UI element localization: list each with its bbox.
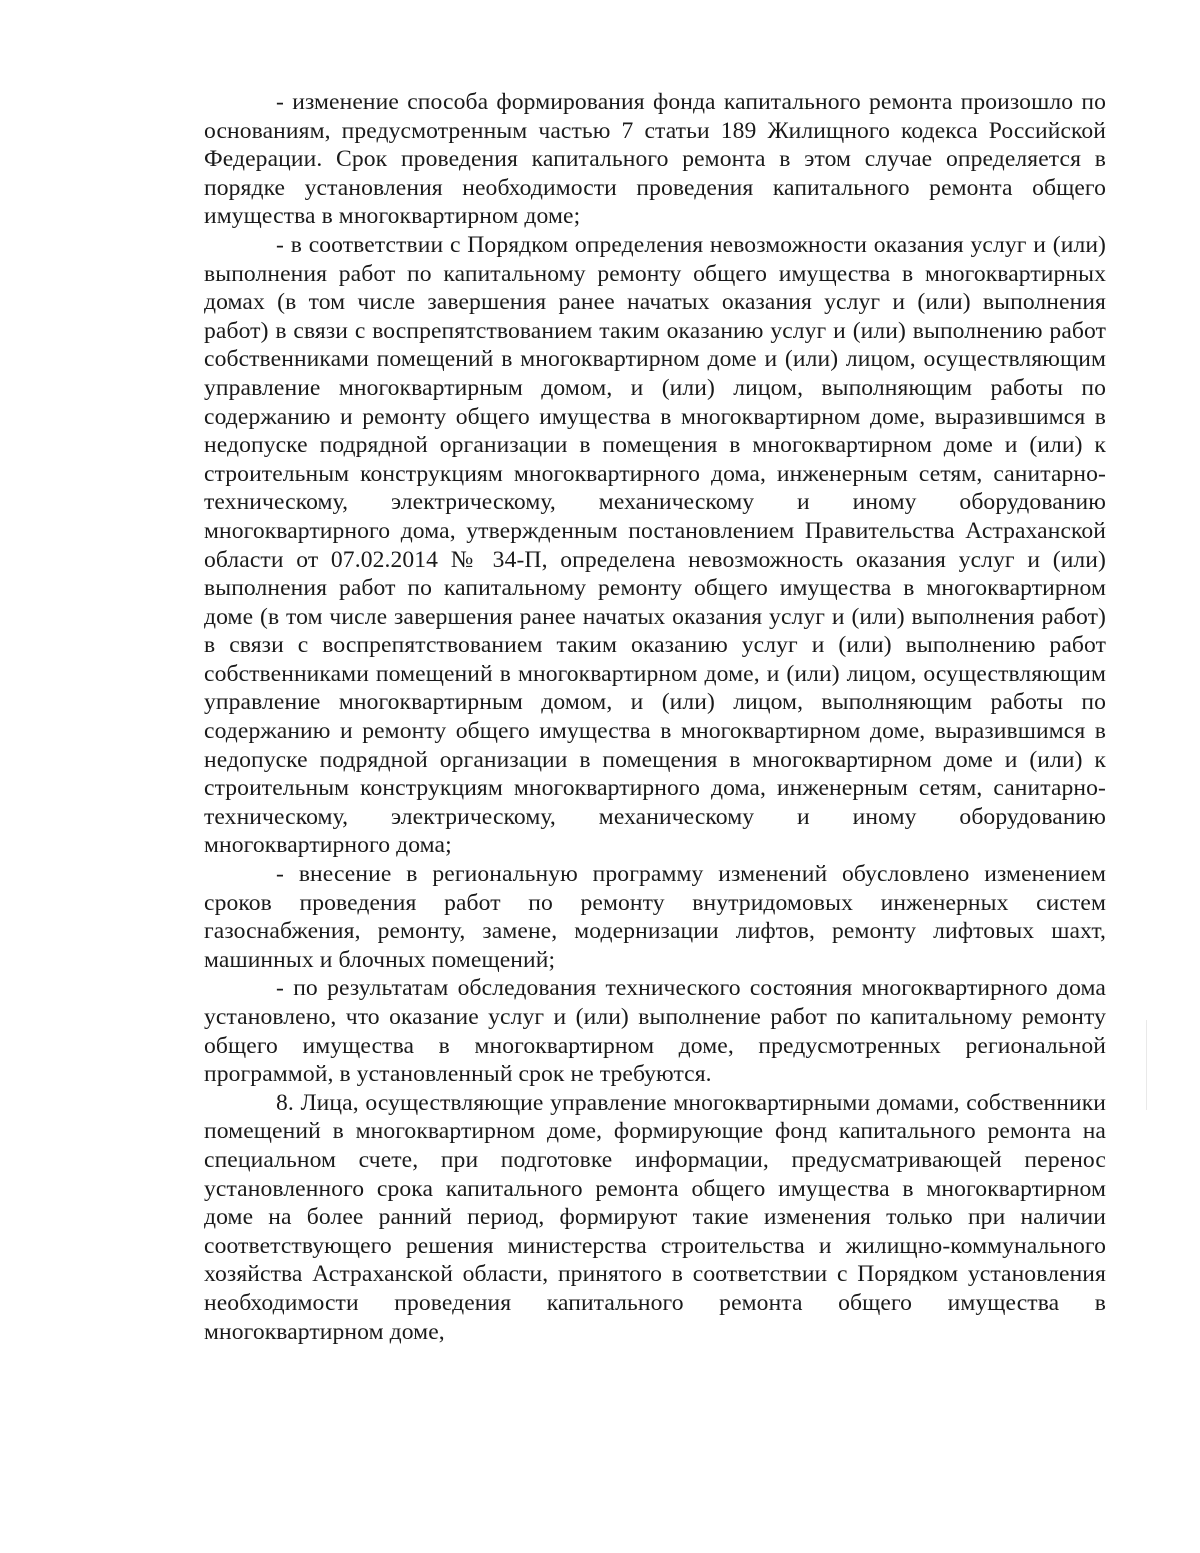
paragraph-program-changes-gas-lifts: - внесение в региональную программу изменений обусловлено изменением сроков проведения работ по ремонту внутридомовых инженерных систем газоснабжения, ремонту, замене, модернизации лифтов, ремонту лифтовых шахт, машинных и блочных помещений; <box>204 861 1106 973</box>
scan-artifact <box>1146 1020 1147 1110</box>
paragraph-capital-repair-fund-change: - изменение способа формирования фонда капитального ремонта произошло по основаниям, предусмотренным частью 7 статьи 189 Жилищного кодекса Российской Федерации. Срок проведения капитального ремонта в этом случае определяется в порядке установления необходимости проведения капитального ремонта общего имущества в многоквартирном доме; <box>204 89 1106 230</box>
paragraph-item-8: 8. Лица, осуществляющие управление многоквартирными домами, собственники помещений в многоквартирном доме, формирующие фонд капитального ремонта на специальном счете, при подготовке информации, предусматривающей перенос установленного срока капитального ремонта общего имущества в многоквартирном доме на более ранний период, формируют такие изменения только при наличии соответствующего решения министерства строительства и жилищно-коммунального хозяйства Астраханской области, принятого в соответствии с Порядком установления необходимости проведения капитального ремонта общего имущества в многоквартирном доме, <box>204 1089 1106 1345</box>
paragraph-impossibility-procedure: - в соответствии с Порядком определения невозможности оказания услуг и (или) выполнения работ по капитальному ремонту общего имущества в многоквартирных домах (в том числе завершения ранее начатых оказания услуг и (или) выполнения работ) в связи с воспрепятствованием таким оказанию услуг и (или) выполнению работ собственниками помещений в многоквартирном доме и (или) лицом, осуществляющим управление многоквартирным домом, и (или) лицом, выполняющим работы по содержанию и ремонту общего имущества в многоквартирном доме, выразившимся в недопуске подрядной организации в помещения в многоквартирном доме и (или) к строительным конструкциям многоквартирного дома, инженерным сетям, санитарно-техническому, электрическому, механическому и иному оборудованию многоквартирного дома, утвержденным постановлением Правительства Астраханской области от 07.02.2014 № 34-П, определена невозможность оказания услуг и (или) выполнения работ по капитальному ремонту общего имущества в многоквартирном доме (в том числе завершения ранее начатых оказания услуг и (или) выполнения работ) в связи с воспрепятствованием таким оказанию услуг и (или) выполнению работ собственниками помещений в многоквартирном доме, и (или) лицом, осуществляющим управление многоквартирным домом, и (или) лицом, выполняющим работы по содержанию и ремонту общего имущества в многоквартирном доме, выразившимся в недопуске подрядной организации в помещения в многоквартирном доме и (или) к строительным конструкциям многоквартирного дома, инженерным сетям, санитарно-техническому, электрическому, механическому и иному оборудованию многоквартирного дома; <box>204 231 1106 859</box>
document-body <box>204 88 1106 1346</box>
paragraph-technical-inspection-results: - по результатам обследования технического состояния многоквартирного дома установлено, что оказание услуг и (или) выполнение работ по капитальному ремонту общего имущества в многоквартирном доме, предусмотренных региональной программой, в установленный срок не требуются. <box>204 975 1106 1088</box>
